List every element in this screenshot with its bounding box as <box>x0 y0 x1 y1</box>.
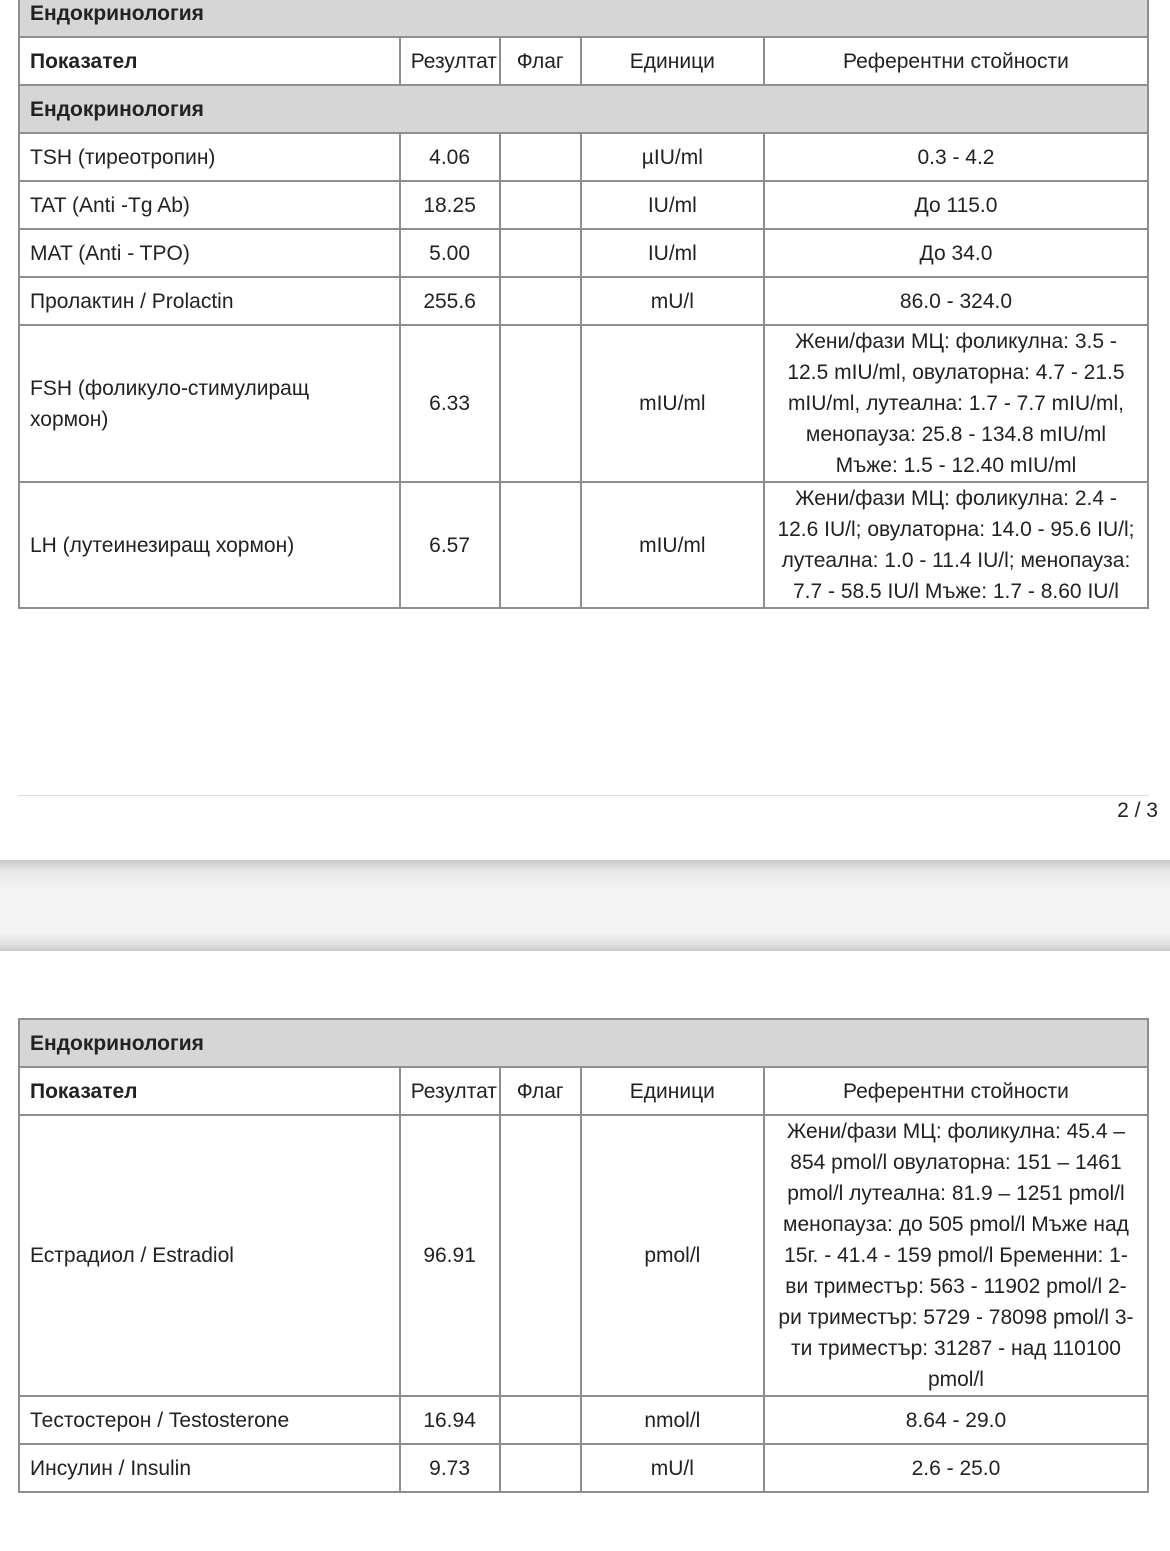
row-units: mIU/ml <box>581 325 764 482</box>
row-flag <box>500 1115 581 1396</box>
row-flag <box>500 482 581 608</box>
row-reference: 0.3 - 4.2 <box>764 133 1148 181</box>
row-result: 5.00 <box>400 229 500 277</box>
header-result: Резултат <box>400 37 500 85</box>
row-indicator: Пролактин / Prolactin <box>19 277 400 325</box>
endocrinology-table-2 <box>18 1018 1149 1493</box>
row-indicator: Инсулин / Insulin <box>19 1444 400 1492</box>
row-result: 6.57 <box>400 482 500 608</box>
row-indicator: Естрадиол / Estradiol <box>19 1115 400 1396</box>
header-reference: Референтни стойности <box>764 1067 1148 1115</box>
subsection-header-row <box>19 85 1148 133</box>
row-result: 255.6 <box>400 277 500 325</box>
row-units: pmol/l <box>581 1115 764 1396</box>
row-indicator: MAT (Anti - TPO) <box>19 229 400 277</box>
row-units: IU/ml <box>581 181 764 229</box>
subsection-title: Ендокринология <box>19 85 1148 133</box>
table-row <box>19 1444 1148 1492</box>
row-indicator: Тестостерон / Testosterone <box>19 1396 400 1444</box>
row-result: 96.91 <box>400 1115 500 1396</box>
column-header-row <box>19 1067 1148 1115</box>
header-indicator: Показател <box>19 37 400 85</box>
row-flag <box>500 1444 581 1492</box>
page-divider <box>18 795 1149 796</box>
row-reference: 2.6 - 25.0 <box>764 1444 1148 1492</box>
column-header-row <box>19 37 1148 85</box>
row-reference: 86.0 - 324.0 <box>764 277 1148 325</box>
header-result: Резултат <box>400 1067 500 1115</box>
page-number: 2 / 3 <box>1117 799 1158 822</box>
report-page-3 <box>0 951 1170 1551</box>
header-units: Единици <box>581 37 764 85</box>
row-reference: Жени/фази МЦ: фоликулна: 2.4 - 12.6 IU/l; овулаторна: 14.0 - 95.6 IU/l; лутеална: 1.0 - 11.4 IU/l; менопауза: 7.7 - 58.5 IU/l Мъже: 1.7 - 8.60 IU/l <box>764 482 1148 608</box>
section-title: Ендокринология <box>19 0 1148 37</box>
table-row <box>19 482 1148 608</box>
row-reference: 8.64 - 29.0 <box>764 1396 1148 1444</box>
row-reference: До 34.0 <box>764 229 1148 277</box>
row-result: 9.73 <box>400 1444 500 1492</box>
row-indicator: LH (лутеинезиращ хормон) <box>19 482 400 608</box>
row-indicator: TSH (тиреотропин) <box>19 133 400 181</box>
section-header-row <box>19 0 1148 37</box>
endocrinology-table-1 <box>18 0 1149 609</box>
row-units: mIU/ml <box>581 482 764 608</box>
table-row <box>19 1396 1148 1444</box>
row-indicator: FSH (фоликуло-стимулиращ хормон) <box>19 325 400 482</box>
table-row <box>19 325 1148 482</box>
section-header-row <box>19 1019 1148 1067</box>
row-units: nmol/l <box>581 1396 764 1444</box>
row-units: mU/l <box>581 1444 764 1492</box>
row-indicator: TAT (Anti -Tg Ab) <box>19 181 400 229</box>
row-flag <box>500 133 581 181</box>
table-row <box>19 133 1148 181</box>
table-row <box>19 277 1148 325</box>
row-flag <box>500 325 581 482</box>
table-row <box>19 181 1148 229</box>
page-gap <box>0 860 1170 951</box>
row-flag <box>500 1396 581 1444</box>
row-reference: Жени/фази МЦ: фоликулна: 3.5 - 12.5 mIU/ml, овулаторна: 4.7 - 21.5 mIU/ml, лутеална: 1.7 - 7.7 mIU/ml, менопауза: 25.8 - 134.8 mIU/ml Мъже: 1.5 - 12.40 mIU/ml <box>764 325 1148 482</box>
row-units: IU/ml <box>581 229 764 277</box>
table-row <box>19 1115 1148 1396</box>
row-result: 16.94 <box>400 1396 500 1444</box>
row-result: 4.06 <box>400 133 500 181</box>
table-row <box>19 229 1148 277</box>
row-units: µIU/ml <box>581 133 764 181</box>
row-reference: Жени/фази МЦ: фоликулна: 45.4 – 854 pmol/l овулаторна: 151 – 1461 pmol/l лутеална: 81.9 – 1251 pmol/l менопауза: до 505 pmol/l Мъже над 15г. - 41.4 - 159 pmol/l Бременни: 1-ви триместър: 563 - 11902 pmol/l 2-ри триместър: 5729 - 78098 pmol/l 3-ти триместър: 31287 - над 110100 pmol/l <box>764 1115 1148 1396</box>
row-flag <box>500 229 581 277</box>
header-indicator: Показател <box>19 1067 400 1115</box>
row-flag <box>500 181 581 229</box>
header-units: Единици <box>581 1067 764 1115</box>
header-reference: Референтни стойности <box>764 37 1148 85</box>
row-reference: До 115.0 <box>764 181 1148 229</box>
header-flag: Флаг <box>500 37 581 85</box>
row-result: 18.25 <box>400 181 500 229</box>
header-flag: Флаг <box>500 1067 581 1115</box>
row-units: mU/l <box>581 277 764 325</box>
row-result: 6.33 <box>400 325 500 482</box>
row-flag <box>500 277 581 325</box>
section-title: Ендокринология <box>19 1019 1148 1067</box>
